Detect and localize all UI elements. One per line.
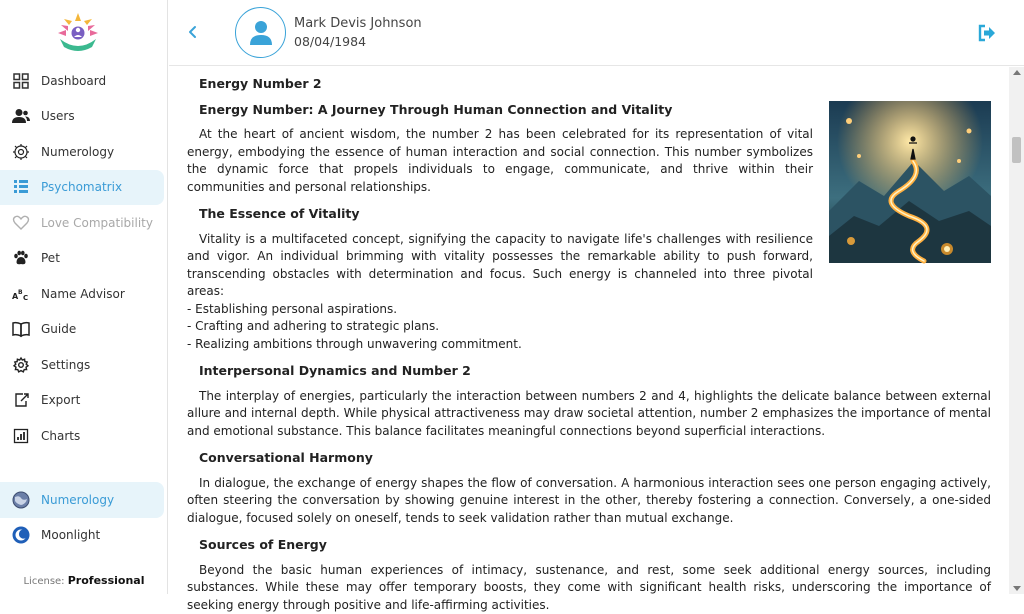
sidebar-item-label: Name Advisor (41, 287, 125, 301)
sidebar-item-psychomatrix[interactable] (0, 170, 164, 206)
sidebar-item-pet[interactable] (0, 241, 168, 277)
svg-text:C: C (23, 294, 28, 302)
sidebar-item-label: Moonlight (41, 528, 100, 542)
sidebar-item-numerology[interactable] (0, 134, 168, 170)
heading-interpersonal: Interpersonal Dynamics and Number 2 (199, 362, 991, 380)
profile-header (169, 0, 1024, 66)
sidebar-item-moonlight[interactable] (0, 518, 168, 554)
vitality-list (187, 301, 991, 354)
sidebar-item-label: Love Compatibility (41, 216, 153, 230)
content-scrollbar[interactable] (1009, 67, 1024, 594)
users-icon (12, 107, 30, 125)
numerology-icon (12, 143, 30, 161)
sidebar-item-label: Settings (41, 358, 90, 372)
user-icon (249, 20, 273, 46)
license-info (0, 574, 168, 587)
logout-icon (977, 23, 997, 43)
scrollbar-thumb[interactable] (1012, 137, 1021, 163)
table-icon (12, 178, 30, 196)
sidebar-item-label: Pet (41, 251, 60, 265)
logout-button[interactable] (977, 23, 997, 43)
paw-icon (12, 249, 30, 267)
paragraph-conversation: In dialogue, the exchange of energy shapes the flow of conversation. A harmonious interaction sees one person engaging actively, often steering the conversation by showing genuine interest in the other, thereby fostering a connection. Conversely, a one-sided dialogue, focused solely on oneself, tends to seek validation rather than mutual exchange. (187, 475, 991, 528)
sidebar-item-guide[interactable] (0, 312, 168, 348)
scroll-down-arrow-icon[interactable] (1013, 586, 1021, 591)
sidebar-item-export[interactable] (0, 383, 168, 419)
heading-conversation: Conversational Harmony (199, 449, 991, 467)
chevron-left-icon (185, 22, 201, 42)
sidebar (0, 0, 168, 594)
book-icon (12, 320, 30, 338)
article-title: Energy Number 2 (199, 75, 991, 93)
moon-icon (12, 526, 30, 544)
paragraph-interpersonal: The interplay of energies, particularly the interaction between numbers 2 and 4, highlights the delicate balance between external allure and internal depth. While physical attractiveness may draw societal attention, number 2 emphasizes the importance of mental and emotional substance. This balance facilitates meaningful connections beyond superficial interactions. (187, 388, 991, 441)
svg-text:A: A (12, 292, 19, 301)
list-item: - Realizing ambitions through unwavering commitment. (187, 336, 991, 354)
gear-icon (12, 356, 30, 374)
sidebar-item-label: Guide (41, 322, 76, 336)
sidebar-item-label: Numerology (41, 493, 114, 507)
sidebar-item-label: Dashboard (41, 74, 106, 88)
grid-icon (12, 72, 30, 90)
abc-icon (12, 285, 30, 303)
license-value: Professional (68, 574, 145, 587)
export-icon (12, 391, 30, 409)
sidebar-item-label: Users (41, 109, 75, 123)
profile-birthdate: 08/04/1984 (294, 34, 366, 49)
profile-name: Mark Devis Johnson (294, 16, 422, 31)
license-label: License: (23, 576, 64, 587)
app-logo (57, 12, 99, 54)
sidebar-item-charts[interactable] (0, 418, 168, 454)
sidebar-item-label: Charts (41, 429, 80, 443)
paragraph-sources: Beyond the basic human experiences of intimacy, sustenance, and rest, some seek additional energy sources, including substances. While these may offer temporary boosts, they come with significant health risks, underscoring the importance of seeking energy through positive and life-affirming activities. (187, 562, 991, 614)
sidebar-item-label: Numerology (41, 145, 114, 159)
article-content (169, 67, 1009, 594)
scroll-up-arrow-icon[interactable] (1013, 70, 1021, 75)
avatar (235, 7, 286, 58)
heading-sources: Sources of Energy (199, 536, 991, 554)
sidebar-nav (0, 63, 168, 454)
back-button[interactable] (185, 22, 201, 42)
sidebar-item-label: Psychomatrix (41, 180, 122, 194)
svg-text:B: B (18, 289, 23, 296)
sidebar-item-love-compatibility[interactable] (0, 205, 168, 241)
sidebar-item-numerology-app[interactable] (0, 482, 164, 518)
sidebar-item-name-advisor[interactable] (0, 276, 168, 312)
paragraph-vitality: Vitality is a multifaceted concept, signifying the capacity to navigate life's challenges with resilience and vigor. An individual brimming with vitality possesses the remarkable ability to push forward, transcending obstacles with determination and focus. Such energy is channeled into three pivotal areas: (187, 231, 991, 301)
list-item: - Establishing personal aspirations. (187, 301, 991, 319)
article-subtitle: Energy Number: A Journey Through Human Connection and Vitality (199, 101, 991, 119)
list-item: - Crafting and adhering to strategic plans. (187, 318, 991, 336)
sidebar-item-dashboard[interactable] (0, 63, 168, 99)
hero-image (829, 101, 991, 263)
heading-vitality: The Essence of Vitality (199, 205, 991, 223)
paragraph-intro: At the heart of ancient wisdom, the number 2 has been celebrated for its representation of vital energy, embodying the essence of human interaction and social connection. This number symbolizes the dynamic force that propels individuals to engage, communicate, and thrive within their communities and personal relationships. (187, 126, 991, 196)
sidebar-item-label: Export (41, 393, 80, 407)
sidebar-bottom-nav (0, 482, 168, 553)
globe-icon (12, 491, 30, 509)
heart-icon (12, 214, 30, 232)
sidebar-item-settings[interactable] (0, 347, 168, 383)
chart-icon (12, 427, 30, 445)
sidebar-item-users[interactable] (0, 99, 168, 135)
